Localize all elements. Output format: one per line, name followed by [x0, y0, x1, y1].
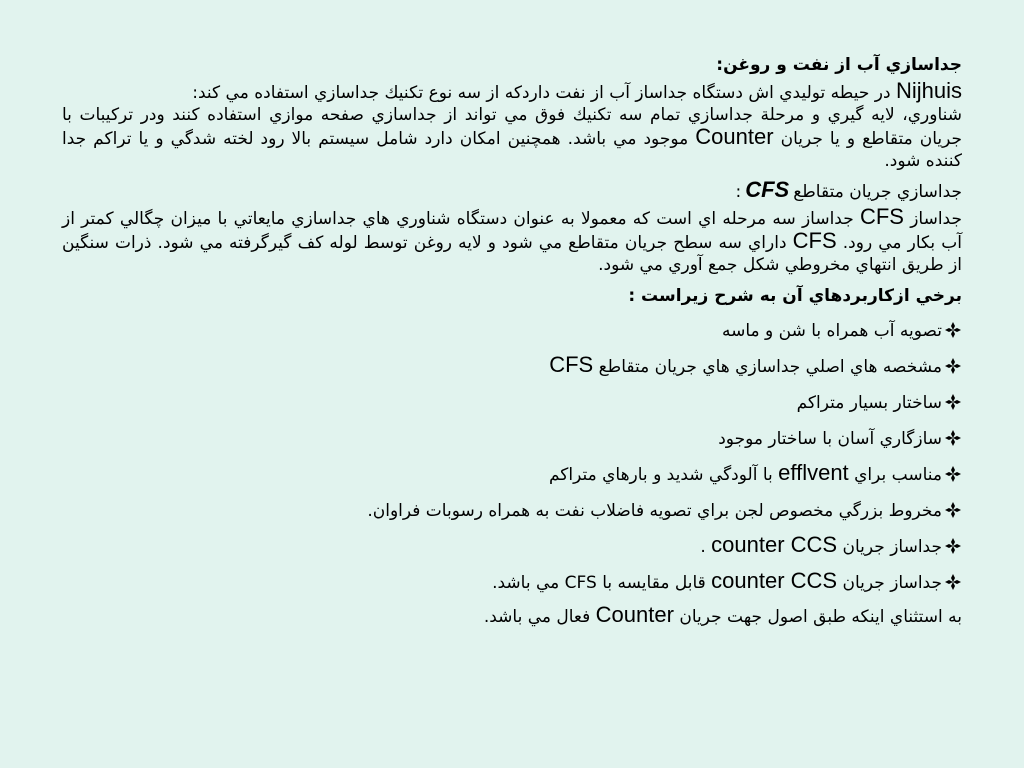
closing-line: [62, 600, 962, 632]
list-item: [62, 384, 962, 420]
bullet-latin: CFS: [549, 352, 594, 377]
list-item: [62, 420, 962, 456]
diamond-four-dots-icon: [944, 573, 962, 591]
applications-list: [62, 312, 962, 600]
bullet-tail: قابل مقايسه با CFS مي باشد.: [492, 573, 712, 593]
list-item: [62, 456, 962, 492]
list-item: [62, 492, 962, 528]
bullet-tail: با آلودگي شديد و بارهاي متراكم: [548, 465, 779, 485]
cfs-label: جداسازي جريان متقاطع: [793, 182, 962, 202]
cfs-paragraph: [62, 206, 962, 276]
diamond-four-dots-icon: [944, 465, 962, 483]
diamond-four-dots-icon: [944, 537, 962, 555]
bullet-latin: counter CCS: [711, 568, 838, 593]
intro-paragraph-cont: [62, 104, 962, 172]
bullet-text: جداساز جريان: [837, 537, 942, 557]
closing-a: به استثناي اينكه طبق اصول جهت جريان: [673, 607, 962, 627]
bullet-text: مخروط بزرگي مخصوص لجن براي تصويه فاضلاب نفت به همراه رسوبات فراوان.: [367, 501, 942, 521]
cfs-colon: :: [735, 182, 742, 202]
slide-heading: جداسازي آب از نفت و روغن:: [716, 55, 962, 75]
bullet-latin: efflvent: [778, 460, 849, 485]
intro-rest-a: شناوري، لايه گيري و مرحلة جداسازي تمام سه تكنيك فوق مي تواند از جداسازي صفحه موازي استفاده كنند ودر تركيبات با جريان متقاطع و يا جريان: [62, 105, 963, 149]
intro-rest-b: موجود مي باشد. همچنين امكان دارد شامل سيستم بالا رود لخته شدگي و يا تراكم جدا كننده شود.: [62, 129, 962, 171]
diamond-four-dots-icon: [944, 429, 962, 447]
intro-counter: Counter: [695, 124, 774, 149]
diamond-four-dots-icon: [944, 501, 962, 519]
slide-content: [62, 52, 962, 632]
applications-heading: برخي ازكاربردهاي آن به شرح زيراست :: [628, 286, 962, 306]
bullet-text: ساختار بسيار متراكم: [796, 393, 942, 413]
bullet-tail: .: [700, 537, 712, 557]
bullet-text: جداساز جريان: [837, 573, 942, 593]
bullet-text: سازگاري آسان با ساختار موجود: [718, 429, 942, 449]
intro-line1: در حيطه توليدي اش دستگاه جداساز آب از نفت داردكه از سه نوع تكنيك جداسازي استفاده مي كند:: [192, 83, 896, 103]
cfs-p-c: داراي سه سطح جريان متقاطع مي شود و لايه روغن توسط لوله كف گيرگرفته مي شود. ذرات سنگين از طريق انتهاي مخروطي شكل جمع آوري مي شود.: [62, 233, 962, 275]
cfs-p-code2: CFS: [792, 228, 837, 253]
bullet-text: مشخصه هاي اصلي جداسازي هاي جريان متقاطع: [593, 357, 942, 377]
diamond-four-dots-icon: [944, 393, 962, 411]
closing-b: فعال مي باشد.: [483, 607, 596, 627]
bullet-text: تصويه آب همراه با شن و ماسه: [721, 321, 942, 341]
intro-paragraph: [62, 80, 962, 104]
intro-brand: Nijhuis: [895, 78, 962, 103]
closing-counter: Counter: [595, 602, 674, 627]
list-item: [62, 348, 962, 384]
cfs-p-a: جداساز: [903, 209, 962, 229]
bullet-text: مناسب براي: [848, 465, 942, 485]
diamond-four-dots-icon: [944, 357, 962, 375]
list-item: [62, 564, 962, 600]
cfs-subheading: [62, 176, 962, 206]
list-item: [62, 312, 962, 348]
list-item: [62, 528, 962, 564]
diamond-four-dots-icon: [944, 321, 962, 339]
cfs-p-code1: CFS: [859, 204, 904, 229]
cfs-code: CFS: [745, 177, 790, 202]
cfs-p-b: جداساز سه مرحله اي است كه معمولا به عنوان دستگاه شناوري هاي جداسازي مايعاتي با ميزان چگالي كمتر از آب بكار مي رود.: [62, 209, 962, 253]
bullet-latin: counter CCS: [711, 532, 838, 557]
